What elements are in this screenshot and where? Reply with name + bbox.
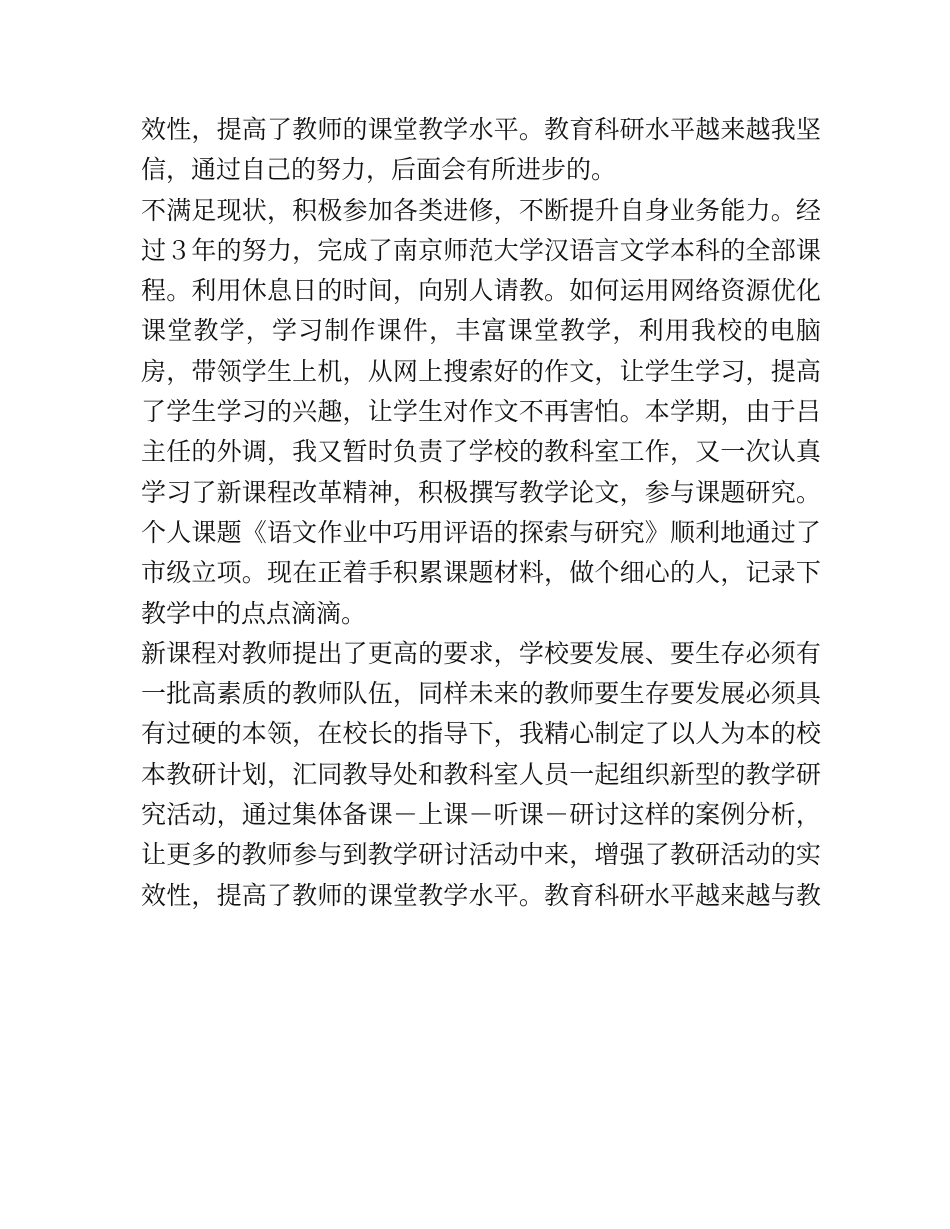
text-line: 个 人 课 题 《 语 文 作 业 中 巧 用 评 语 的 探 索 与 研 究 》 顺 利 地 通 过 了: [141, 517, 821, 547]
text-line: 不 满 足 现 状 ， 积 极 参 加 各 类 进 修 ， 不 断 提 升 自 身 业 务 能 力 。 经: [141, 195, 821, 225]
text-line: 学 习 了 新 课 程 改 革 精 神 ， 积 极 撰 写 教 学 论 文 ， 参 与 课 题 研 究 。: [141, 477, 821, 507]
text-line: 一 批 高 素 质 的 教 师 队 伍 ， 同 样 未 来 的 教 师 要 生 存 要 发 展 必 须 具: [141, 679, 821, 709]
text-line: 教学中的点点滴滴。: [141, 598, 367, 628]
text-line: 有 过 硬 的 本 领 ， 在 校 长 的 指 导 下 ， 我 精 心 制 定 了 以 人 为 本 的 校: [141, 719, 821, 749]
paragraph-3: [141, 634, 821, 916]
text-line: 新 课 程 对 教 师 提 出 了 更 高 的 要 求 ， 学 校 要 发 展 、 要 生 存 必 须 有: [141, 638, 821, 668]
text-line: 程 。 利 用 休 息 日 的 时 间 ， 向 别 人 请 教 。 如 何 运 用 网 络 资 源 优 化: [141, 276, 821, 306]
text-line: 了 学 生 学 习 的 兴 趣 ， 让 学 生 对 作 文 不 再 害 怕 。 本 学 期 ， 由 于 吕: [141, 397, 821, 427]
text-line: 究 活 动 ， 通 过 集 体 备 课 － 上 课 － 听 课 － 研 讨 这 样 的 案 例 分 析 ，: [141, 800, 821, 830]
text-line: 课 堂 教 学 ， 学 习 制 作 课 件 ， 丰 富 课 堂 教 学 ， 利 用 我 校 的 电 脑: [141, 316, 821, 346]
document-body: [141, 110, 821, 916]
paragraph-2: [141, 191, 821, 634]
text-line: 效 性 ， 提 高 了 教 师 的 课 堂 教 学 水 平 。 教 育 科 研 水 平 越 来 越 与 教: [141, 880, 821, 910]
text-line: 让 更 多 的 教 师 参 与 到 教 学 研 讨 活 动 中 来 ， 增 强 了 教 研 活 动 的 实: [141, 840, 821, 870]
paragraph-1: [141, 110, 821, 191]
text-line: 过 ３ 年 的 努 力 ， 完 成 了 南 京 师 范 大 学 汉 语 言 文 学 本 科 的 全 部 课: [141, 235, 821, 265]
text-line: 房 ， 带 领 学 生 上 机 ， 从 网 上 搜 索 好 的 作 文 ， 让 学 生 学 习 ， 提 高: [141, 356, 821, 386]
text-line: 市 级 立 项 。 现 在 正 着 手 积 累 课 题 材 料 ， 做 个 细 心 的 人 ， 记 录 下: [141, 558, 821, 588]
text-line: 本 教 研 计 划 ， 汇 同 教 导 处 和 教 科 室 人 员 一 起 组 织 新 型 的 教 学 研: [141, 759, 821, 789]
text-line: 主 任 的 外 调 ， 我 又 暂 时 负 责 了 学 校 的 教 科 室 工 作 ， 又 一 次 认 真: [141, 437, 821, 467]
text-line: 效 性 ， 提 高 了 教 师 的 课 堂 教 学 水 平 。 教 育 科 研 水 平 越 来 越 我 坚: [141, 115, 821, 144]
text-line: 信，通过自己的努力，后面会有所进步的。: [141, 155, 617, 185]
